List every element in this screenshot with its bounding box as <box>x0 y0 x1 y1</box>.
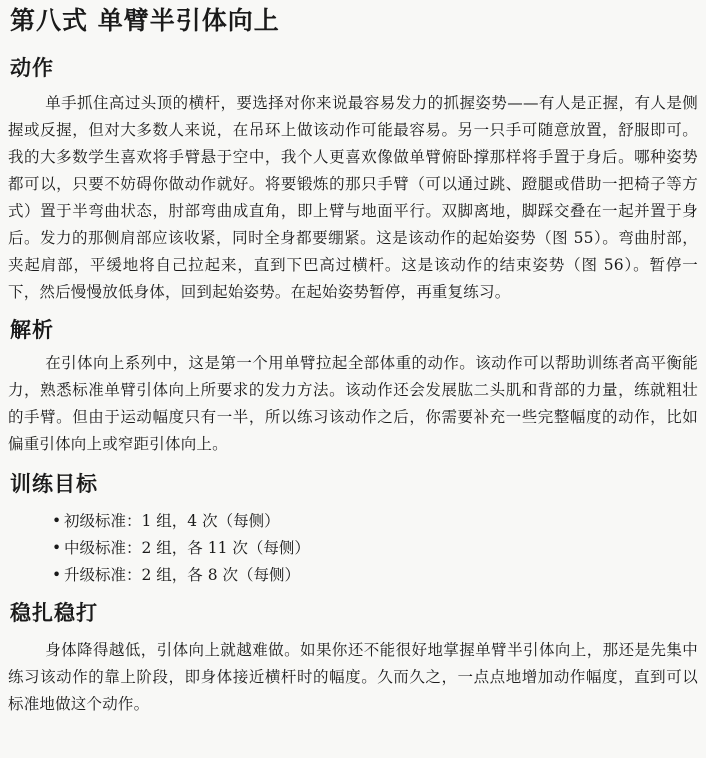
bullet-icon: • <box>52 539 62 557</box>
goals-list <box>8 508 698 589</box>
section-heading-steady: 稳扎稳打 <box>10 601 98 625</box>
list-item <box>52 535 698 562</box>
list-item <box>52 562 698 589</box>
goal-item-intermediate: 中级标准：2 组，各 11 次（每侧） <box>64 539 310 557</box>
goal-item-beginner: 初级标准：1 组，4 次（每侧） <box>64 512 280 530</box>
section-heading-action: 动作 <box>10 56 54 80</box>
section-body-steady: 身体降得越低，引体向上就越难做。如果你还不能很好地掌握单臂半引体向上，那还是先集中练习该动作的靠上阶段，即身体接近横杆时的幅度。久而久之，一点点地增加动作幅度，直到可以标准地做这个动作。 <box>8 641 698 713</box>
section-heading-goals: 训练目标 <box>10 472 98 496</box>
section-heading-analysis: 解析 <box>10 318 54 342</box>
list-item <box>52 508 698 535</box>
section-body-analysis: 在引体向上系列中，这是第一个用单臂拉起全部体重的动作。该动作可以帮助训练者高平衡能力，熟悉标准单臂引体向上所要求的发力方法。该动作还会发展肱二头肌和背部的力量，练就粗壮的手臂。但由于运动幅度只有一半，所以练习该动作之后，你需要补充一些完整幅度的动作，比如偏重引体向上或窄距引体向上。 <box>8 354 698 453</box>
goal-item-progression: 升级标准：2 组，各 8 次（每侧） <box>64 566 301 584</box>
section-body-action: 单手抓住高过头顶的横杆，要选择对你来说最容易发力的抓握姿势——有人是正握，有人是侧握或反握，但对大多数人来说，在吊环上做该动作可能最容易。另一只手可随意放置，舒服即可。我的大多数学生喜欢将手臂悬于空中，我个人更喜欢像做单臂俯卧撑那样将手置于身后。哪种姿势都可以，只要不妨碍你做动作就好。将要锻炼的那只手臂（可以通过跳、蹬腿或借助一把椅子等方式）置于半弯曲状态，肘部弯曲成直角，即上臂与地面平行。双脚离地，脚踩交叠在一起并置于身后。发力的那侧肩部应该收紧，同时全身都要绷紧。这是该动作的起始姿势（图 55）。弯曲肘部，夹起肩部，平缓地将自己拉起来，直到下巴高过横杆。这是该动作的结束姿势（图 56）。暂停一下，然后慢慢放低身体，回到起始姿势。在起始姿势暂停，再重复练习。 <box>8 94 698 301</box>
bullet-icon: • <box>52 512 62 530</box>
document-page <box>0 4 706 758</box>
bullet-icon: • <box>52 566 62 584</box>
page-title: 第八式 单臂半引体向上 <box>10 6 280 35</box>
